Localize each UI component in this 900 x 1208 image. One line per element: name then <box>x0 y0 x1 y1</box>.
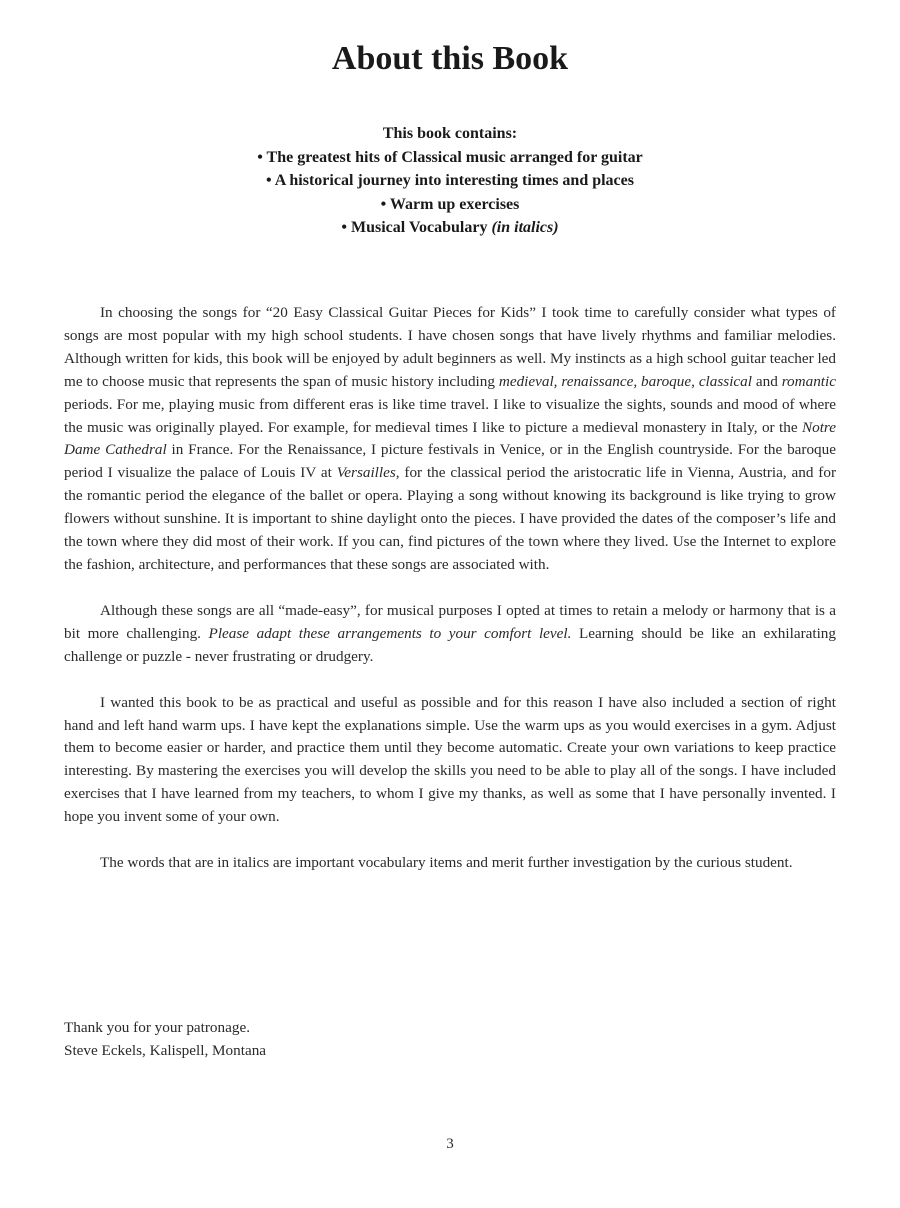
vocab-term: medieval, renaissance, baroque, classical <box>498 372 752 390</box>
paragraph-made-easy <box>64 600 836 669</box>
paragraph-intro <box>64 302 836 577</box>
text-run: periods. For me, playing music from different eras is like time travel. I like to visualize the sights, sounds and mood of where the music was originally played. For example, for medieval times I like to picture a medieval monastery in Italy, or the <box>64 395 836 436</box>
text-run: In choosing the songs for “20 Easy Classical Guitar Pieces for Kids” I took time to carefully consider what types of songs are most popular with my high school students. I have chosen songs that have lively rhythms and familiar melodies. Although written for kids, this book will be enjoyed by adult beginners as well. My instincts as a high school guitar teacher led me to choose music that represents the span of music history including <box>64 304 836 390</box>
text-run: and <box>751 372 782 390</box>
text-run: , for the classical period the aristocratic life in Vienna, Austria, and for the romantic period the elegance of the ballet or opera. Playing a song without knowing its background is like trying to grow flowers without sunshine. It is important to shine daylight onto the pieces. I have provided the dates of the composer’s life and the town where they did most of their work. If you can, find pictures of the town where they lived. Use the Internet to explore the fashion, architecture, and performances that these songs are associated with. <box>64 464 837 573</box>
vocab-term: romantic <box>781 372 836 390</box>
contents-heading: This book contains: <box>382 125 518 142</box>
contents-item: • The greatest hits of Classical music arranged for guitar <box>257 148 643 166</box>
contents-vocab-text: • Musical Vocabulary <box>341 219 492 236</box>
page-title: About this Book <box>331 40 569 77</box>
contents-item-vocabulary <box>0 216 900 240</box>
body-text <box>64 302 836 898</box>
signoff <box>64 1016 266 1062</box>
vocab-term: Versailles <box>336 464 396 482</box>
signoff-author: Steve Eckels, Kalispell, Montana <box>64 1042 267 1059</box>
contents-list <box>0 122 900 240</box>
contents-vocab-italic: (in italics) <box>491 219 559 236</box>
contents-item: • A historical journey into interesting times and places <box>266 172 634 189</box>
vocab-term: Notre Dame Cathedral <box>64 418 836 459</box>
paragraph-italics-note: The words that are in italics are important vocabulary items and merit further investigation by the curious student. <box>100 854 793 872</box>
paragraph-warm-ups: I wanted this book to be as practical and useful as possible and for this reason I have also included a section of right hand and left hand warm ups. I have kept the explanations simple. Use the warm ups as you would exercises in a gym. Adjust them to become easier or harder, and practice them until they become automatic. Create your own variations to keep practice interesting. By mastering the exercises you will develop the skills you need to be able to play all of the songs. I have included exercises that I have learned from my teachers, to whom I give my thanks, as well as some that I have personally invented. I hope you invent some of your own. <box>64 693 836 826</box>
page-number: 3 <box>446 1136 454 1152</box>
text-run: Learning should be like an exhilarating challenge or puzzle - never frustrating or drudgery. <box>64 624 836 665</box>
emphasis-text: Please adapt these arrangements to your comfort level. <box>208 624 572 642</box>
text-run: Although these songs are all “made-easy”, for musical purposes I opted at times to retain a melody or harmony that is a bit more challenging. <box>64 601 836 642</box>
signoff-thanks: Thank you for your patronage. <box>64 1019 250 1036</box>
text-run: in France. For the Renaissance, I picture festivals in Venice, or in the English countryside. For the baroque period I visualize the palace of Louis IV at <box>64 441 836 482</box>
contents-item: • Warm up exercises <box>380 195 520 213</box>
